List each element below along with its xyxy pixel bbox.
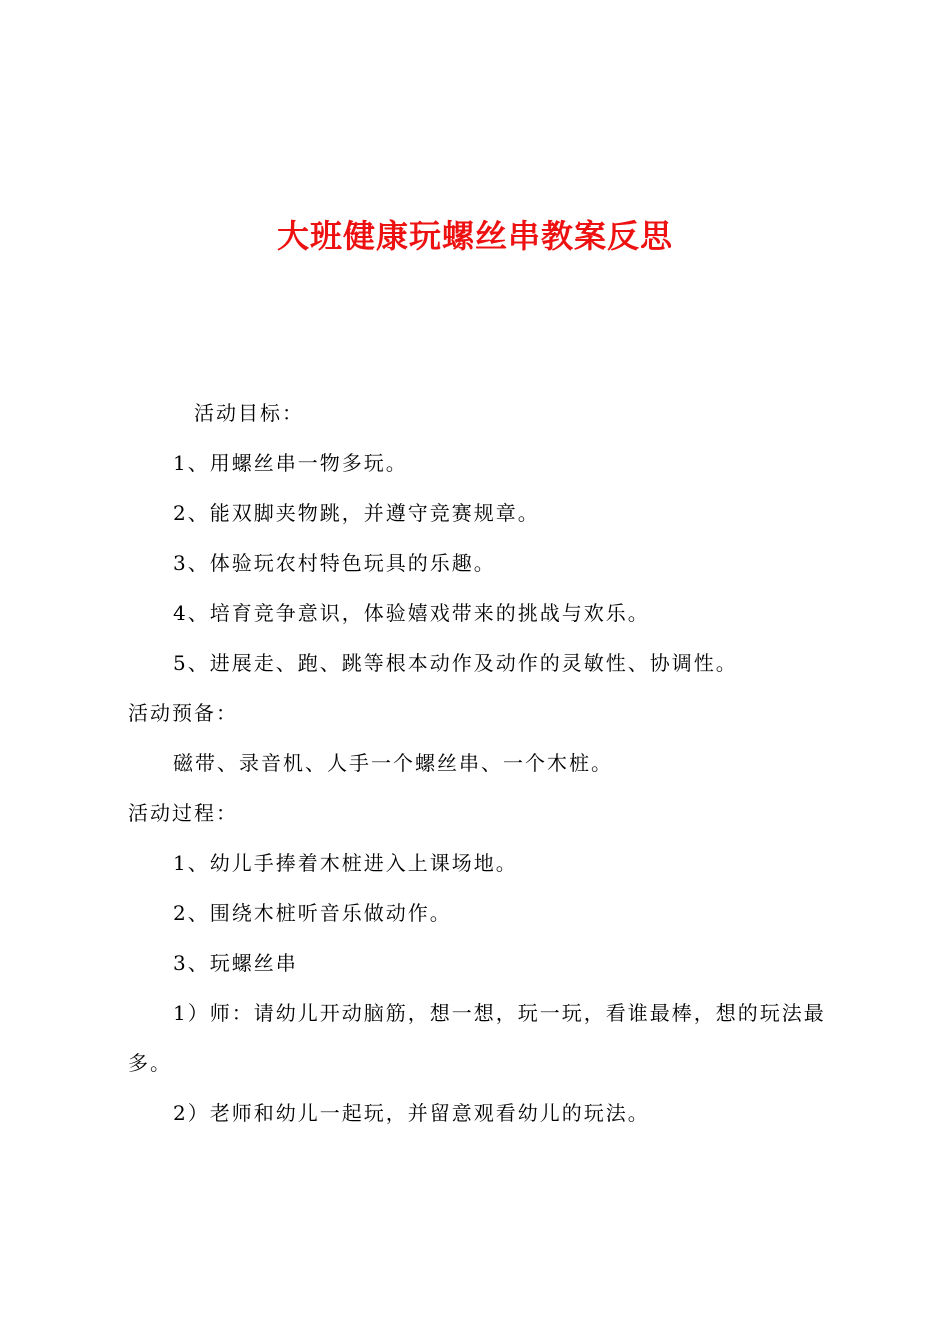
paragraph-line: 5、进展走、跑、跳等根本动作及动作的灵敏性、协调性。 — [173, 651, 738, 675]
paragraph-line: 2、围绕木桩听音乐做动作。 — [173, 901, 452, 925]
paragraph-line: 1、幼儿手捧着木桩进入上课场地。 — [173, 851, 518, 875]
paragraph-line: 2）老师和幼儿一起玩，并留意观看幼儿的玩法。 — [173, 1101, 650, 1125]
paragraph-line: 多。 — [128, 1051, 172, 1075]
document-title: 大班健康玩螺丝串教案反思 — [276, 217, 673, 255]
paragraph-line: 1、用螺丝串一物多玩。 — [173, 451, 408, 475]
section-heading-prep: 活动预备： — [128, 701, 238, 725]
paragraph-line: 2、能双脚夹物跳，并遵守竞赛规章。 — [173, 501, 540, 525]
paragraph-line: 3、玩螺丝串 — [173, 951, 298, 975]
section-heading-process: 活动过程： — [128, 801, 238, 825]
paragraph-line: 4、培育竞争意识，体验嬉戏带来的挑战与欢乐。 — [173, 601, 650, 625]
paragraph-line: 3、体验玩农村特色玩具的乐趣。 — [173, 551, 496, 575]
paragraph-line: 磁带、录音机、人手一个螺丝串、一个木桩。 — [173, 751, 613, 775]
paragraph-line: 1）师：请幼儿开动脑筋，想一想，玩一玩，看谁最棒，想的玩法最 — [173, 1001, 826, 1025]
section-heading-goals: 活动目标： — [194, 401, 304, 425]
